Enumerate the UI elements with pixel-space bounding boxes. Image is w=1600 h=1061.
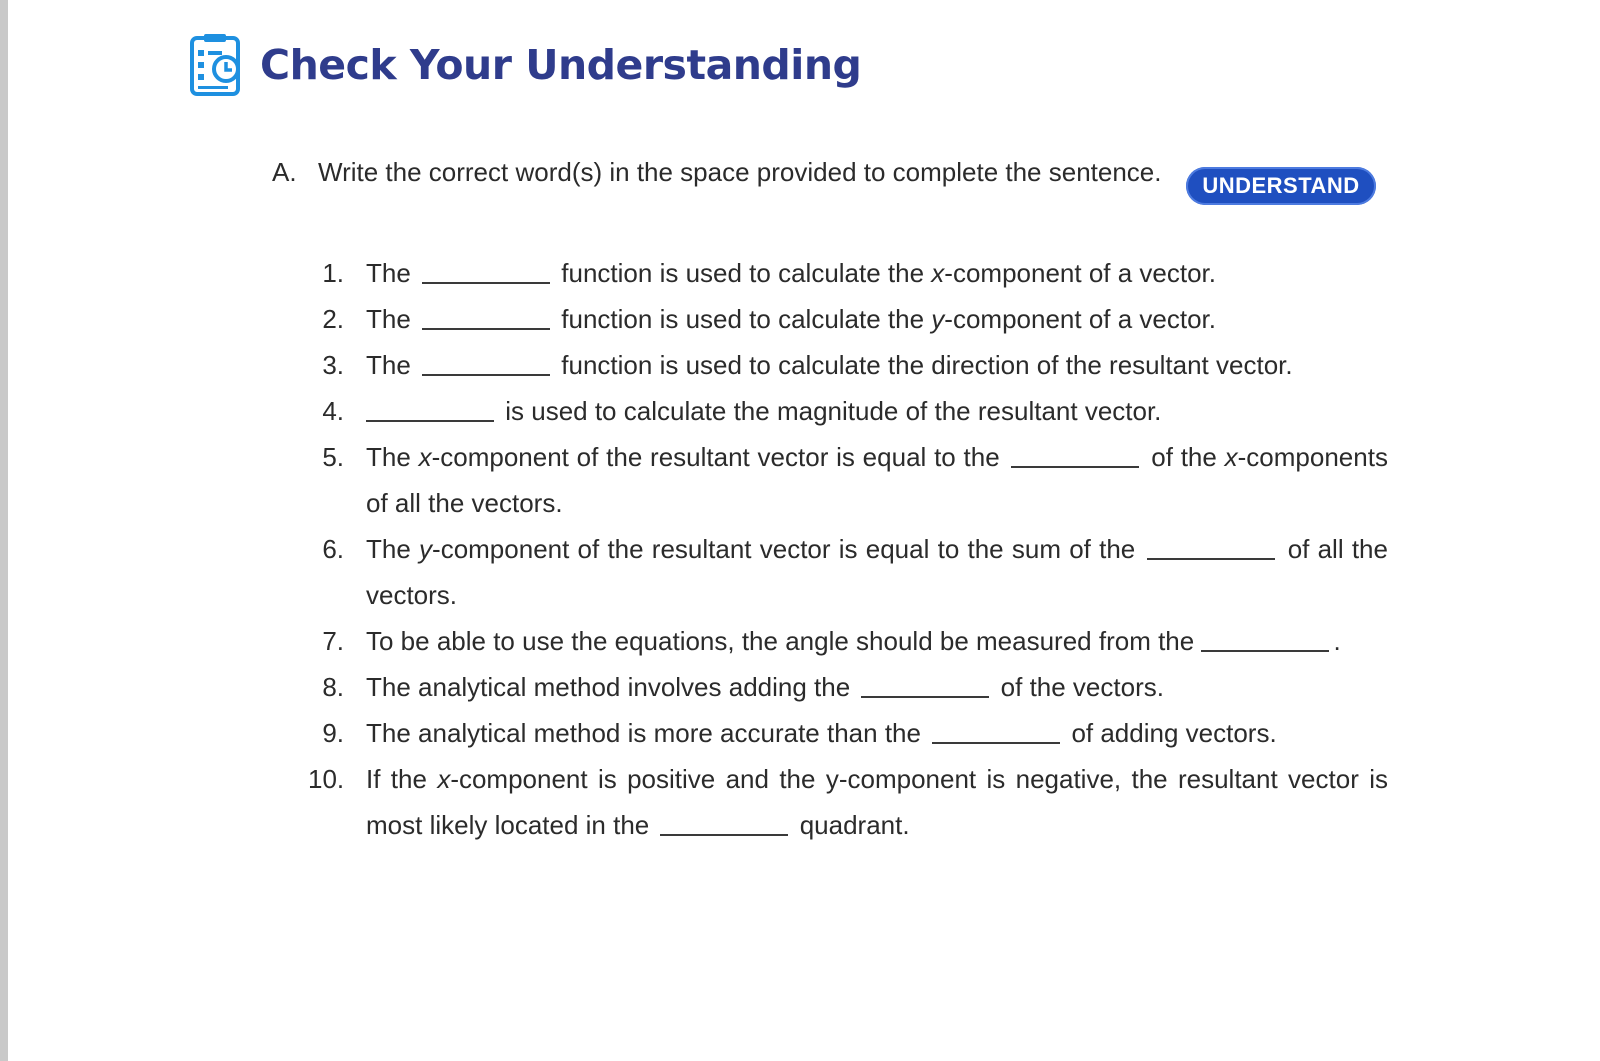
- question-item: 9. The analytical method is more accurate than the of adding vectors.: [308, 710, 1388, 756]
- answer-blank[interactable]: [422, 348, 550, 376]
- question-number: 2.: [322, 304, 344, 334]
- question-number: 6.: [322, 534, 344, 564]
- answer-blank[interactable]: [861, 670, 989, 698]
- section-header: [190, 34, 861, 96]
- question-item: 2. The function is used to calculate the y-component of a vector.: [308, 296, 1388, 342]
- question-item: 3. The function is used to calculate the direction of the resultant vector.: [308, 342, 1388, 388]
- question-number: 4.: [322, 396, 344, 426]
- answer-blank[interactable]: [422, 302, 550, 330]
- checklist-timer-icon: [190, 34, 244, 96]
- section-letter: A.: [272, 157, 297, 187]
- question-item: 8. The analytical method involves adding the of the vectors.: [308, 664, 1388, 710]
- question-number: 3.: [322, 350, 344, 380]
- answer-blank[interactable]: [1011, 440, 1139, 468]
- question-item: 6. The y-component of the resultant vector is equal to the sum of the of all the vectors.: [308, 526, 1388, 618]
- question-item: 10. If the x-component is positive and the y-component is negative, the resultant vector is most likely located in the quadrant.: [308, 756, 1388, 848]
- question-number: 10.: [308, 764, 345, 794]
- worksheet-page: [8, 0, 1600, 1061]
- question-number: 5.: [322, 442, 344, 472]
- question-list: [308, 250, 1388, 848]
- answer-blank[interactable]: [1201, 624, 1329, 652]
- question-item: 7. To be able to use the equations, the angle should be measured from the .: [308, 618, 1388, 664]
- question-number: 9.: [322, 718, 344, 748]
- question-item: 4. is used to calculate the magnitude of the resultant vector.: [308, 388, 1388, 434]
- question-number: 1.: [322, 258, 344, 288]
- answer-blank[interactable]: [366, 394, 494, 422]
- question-number: 7.: [322, 626, 344, 656]
- answer-blank[interactable]: [660, 808, 788, 836]
- page-title: Check Your Understanding: [260, 41, 862, 89]
- question-item: 1. The function is used to calculate the x-component of a vector.: [308, 250, 1388, 296]
- instruction-text: Write the correct word(s) in the space provided to complete the sentence.: [318, 157, 1162, 187]
- question-item: 5. The x-component of the resultant vector is equal to the of the x-components of all the vectors.: [308, 434, 1388, 526]
- answer-blank[interactable]: [422, 256, 550, 284]
- answer-blank[interactable]: [932, 716, 1060, 744]
- instruction-block: [272, 150, 1172, 194]
- question-number: 8.: [322, 672, 344, 702]
- understand-badge: UNDERSTAND: [1186, 167, 1376, 205]
- answer-blank[interactable]: [1147, 532, 1275, 560]
